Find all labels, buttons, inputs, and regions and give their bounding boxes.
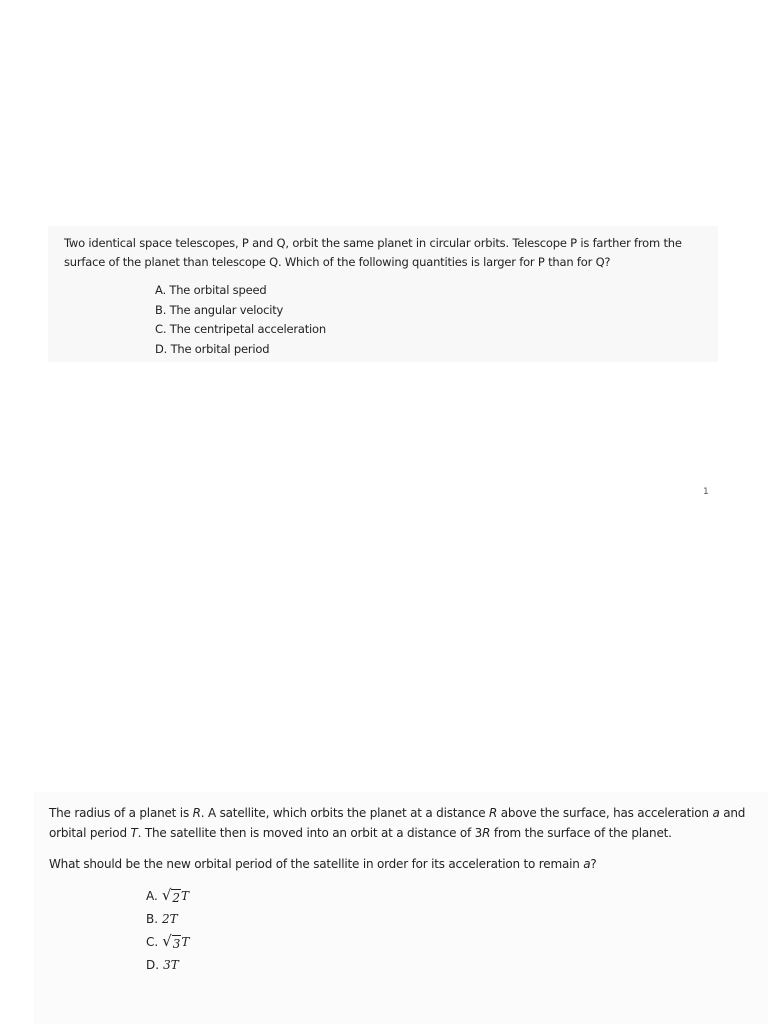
question-1-options xyxy=(155,281,326,359)
sqrt-sign-icon: √ xyxy=(161,886,172,904)
question-1-option-a: A. The orbital speed xyxy=(155,283,267,297)
q2-text-part: from the surface of the planet. xyxy=(490,826,672,840)
q2-var-a: a xyxy=(712,806,720,820)
question-2-option-b xyxy=(146,908,189,931)
question-2-text xyxy=(49,803,749,843)
sqrt-sign-icon: √ xyxy=(162,932,172,950)
option-letter: C. xyxy=(146,935,159,949)
option-value: 2T xyxy=(162,912,178,926)
q2-text-part: . The satellite then is moved into an orbit at a distance of 3 xyxy=(137,826,483,840)
option-letter: A. xyxy=(146,889,158,903)
q2-text-part: . A satellite, which orbits the planet at a distance xyxy=(200,806,490,820)
question-1-text: Two identical space telescopes, P and Q, orbit the same planet in circular orbits. Telescope P is farther from the surface of the planet than telescope Q. Which of the following quantities is larger for P than for Q? xyxy=(64,236,682,269)
q2-text-part: above the surface, has acceleration xyxy=(497,806,713,820)
sqrt-expression xyxy=(162,888,181,906)
question-2-option-c xyxy=(146,931,189,954)
q2-var-r: R xyxy=(482,826,491,840)
question-1-option-b: B. The angular velocity xyxy=(155,302,284,317)
q2-var-r: R xyxy=(192,806,201,820)
option-letter: B. xyxy=(146,912,159,926)
q2-var-r: R xyxy=(489,806,498,820)
question-2-prompt xyxy=(49,854,749,874)
sqrt-expression xyxy=(162,934,181,952)
radicand: 2 xyxy=(172,891,181,905)
question-2-block xyxy=(34,792,768,1024)
question-1-option-d: D. The orbital period xyxy=(155,341,270,356)
q2-var-t: T xyxy=(130,826,138,840)
option-value: 3T xyxy=(163,958,179,972)
question-1-block xyxy=(48,226,718,362)
question-2-option-d xyxy=(146,954,189,977)
option-suffix: T xyxy=(181,935,190,949)
q2-prompt-part: ? xyxy=(590,857,597,871)
q2-prompt-part: What should be the new orbital period of the satellite in order for its acceleration to remain xyxy=(49,857,584,871)
page-number: 1 xyxy=(703,487,709,497)
question-2-option-a xyxy=(146,885,189,908)
q2-text-part: The radius of a planet is xyxy=(49,806,193,820)
option-letter: D. xyxy=(146,958,160,972)
q2-var-a: a xyxy=(583,857,591,871)
question-1-option-c: C. The centripetal acceleration xyxy=(155,322,326,337)
q2-text-part: and orbital period xyxy=(49,806,746,840)
option-suffix: T xyxy=(181,889,190,903)
question-2-options xyxy=(146,885,189,977)
radicand: 3 xyxy=(172,937,181,951)
